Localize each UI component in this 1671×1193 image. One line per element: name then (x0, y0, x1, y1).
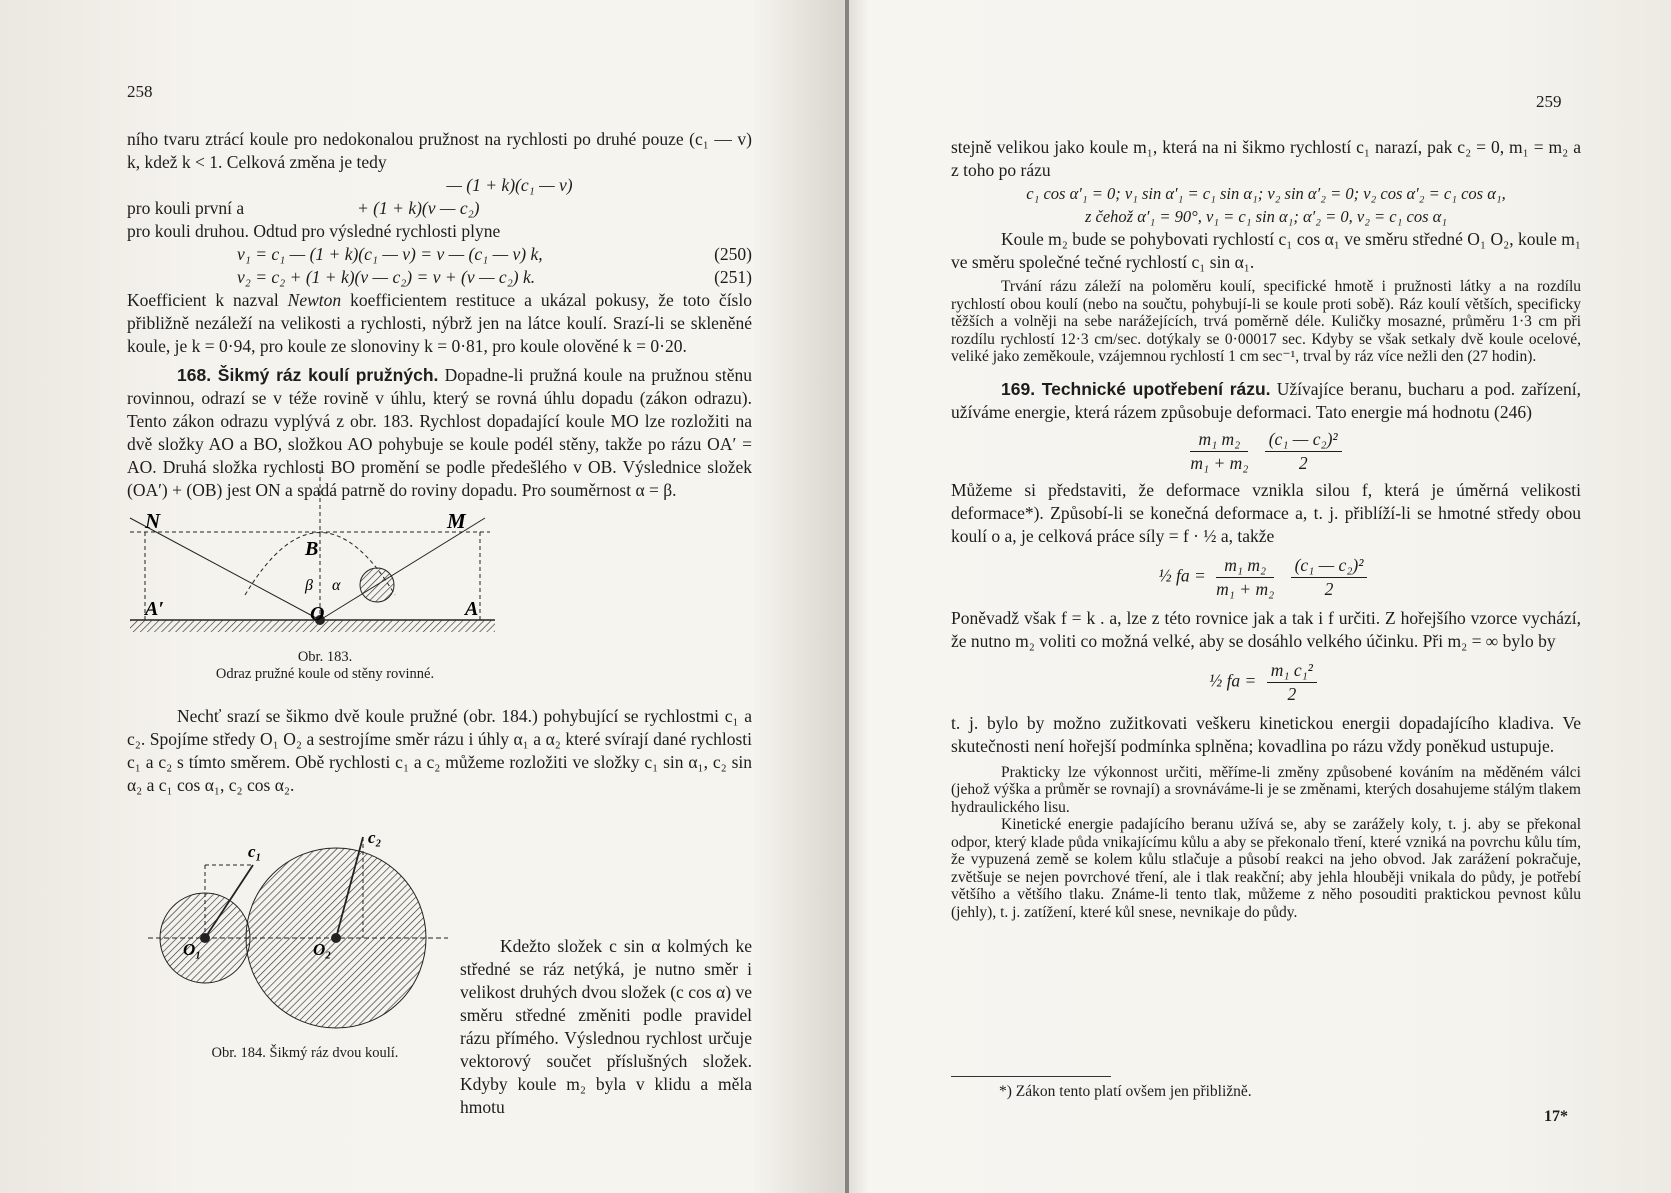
fraction: $\frac{\text{m₁ c₁²}}{2}$ (1267, 659, 1317, 706)
paragraph: Poněvadž však f = k . a, lze z této rovnice jak a tak i f určiti. Z hořejšího vzorce vychází, že nutno m₂ voliti co možná velké, aby se dosáhlo velkého účinku. Při m₂ = ∞ bylo by (951, 607, 1581, 651)
fig184-label-O1: O₁ (183, 940, 202, 959)
equation-number: (251) (714, 267, 752, 287)
fig183-label-N: N (145, 509, 161, 533)
equation-251 (127, 266, 752, 289)
paragraph: ního tvaru ztrácí koule pro nedokonalou pružnost na rychlosti po druhé pouze (c₁ — v) k, kdež k < 1. Celková změna je tedy (127, 129, 752, 172)
paragraph: 168. Šikmý ráz koulí pružných. Dopadne-li pružná koule na pružnou stěnu rovinnou, odrazí se v téže rovině v úhlu, který se rovná úhlu dopadu (zákon odrazu). Tento zákon odrazu vyplývá z obr. 183. Rychlost dopadající koule MO lze rozložiti na dvě složky AO a BO, složkou AO pohybuje se koule podél stěny, takže po rázu OA′ = AO. Druhá složka rychlosti BO promění se podle předešlého v OB. Výslednice složek (OA′) + (OB) jest ON a spadá patrně do roviny dopadu. Pro souměrnost α = β. (127, 365, 752, 500)
equation-number: (250) (714, 244, 752, 264)
paragraph: Koule m₂ bude se pohybovati rychlostí c₁ cos α₁ ve směru středné O₁ O₂, koule m₁ ve směru společné tečné rychlostí c₁ sin α₁. (951, 229, 1581, 272)
equation: v₂ = c₂ + (1 + k)(v — c₂) = v + (v — c₂) k. (237, 267, 536, 287)
energy-formula (951, 428, 1581, 475)
left-page-body (127, 128, 752, 502)
paragraph: stejně velikou jako koule m₁, která na ni šikmo rychlostí c₁ narazí, pak c₂ = 0, m₁ = m₂ a z toho po rázu (951, 137, 1581, 180)
paragraph: Nechť srazí se šikmo dvě koule pružné (obr. 184.) pohybující se rychlostmi c₁ a c₂. Spojíme středy O₁ O₂ a sestrojíme směr rázu i úhly α₁ a α₂ které svírají dané rychlosti c₁ a c₂ s tímto směrem. Obě rychlosti c₁ a c₂ můžeme rozložiti ve složky c₁ sin α₁, c₂ sin α₂ a c₁ cos α₁, c₂ cos α₂. (127, 706, 752, 795)
footnote: *) Zákon tento platí ovšem jen přibližně. (999, 1083, 1252, 1100)
small-print-paragraph: Prakticky lze výkonnost určiti, měříme-li změny způsobené kováním na měděném válci (jehož výška a průměr se rovnají) a srovnáváme-li je se změnami, kterých dosahujeme stálým tlakem hydraulického lisu. (951, 763, 1581, 816)
fraction: $\frac{\text{m₁ m₂}}{\text{m₁ + m₂}}$ (1216, 554, 1275, 599)
small-print-paragraph: Trvání rázu záleží na poloměru koulí, specifické hmotě i pružnosti látky a na rozdílu rychlostí obou koulí (nebo na součtu, pohybují-li se koule proti sobě). Ráz koulí větších, specificky těžších a volněji na sebe narážejících, trvá poměrně déle. Kuličky mosazné, průměru 1·3 cm při rozdílu rychlostí 12·3 cm/sec. dotýkaly se 0·00017 sec. Kdyby se však setkaly dvě koule ocelové, veliké jako zeměkoule, vzájemnou rychlostí 1 cm sec⁻¹, trval by ráz více nežli den (27 hodin). (951, 278, 1581, 365)
fig183-label-A: A (465, 598, 479, 620)
left-page-body-3 (460, 935, 752, 1119)
equation-250 (127, 243, 752, 266)
equation: z čehož α′₁ = 90°, v₁ = c₁ sin α₁; α′₂ = 0, v₂ = c₁ cos α₁ (1084, 207, 1448, 226)
fig183-label-O: O (310, 603, 325, 625)
left-page-body-2 (127, 705, 752, 797)
signature-mark: 17* (1544, 1108, 1568, 1125)
fig183-label-alpha: α (332, 577, 341, 594)
small-print-paragraph: Kinetické energie padajícího beranu užívá se, aby se zarážely koly, t. j. aby se překonal odpor, který klade půda vnikajícímu kůlu a aby se překonalo tření, které vzniká na povrchu kůlu tím, že vypuzená země se kolem kůlu stlačuje a působí reakci na jeho obvod. Jak zarážení pokračuje, zvětšuje se nejen povrchové tření, ale i tlak reakční; aby jehla hlouběji vnikala do půdy, je potřebí většího a většího tlaku. Známe-li tento tlak, můžeme z něho posouditi praktickou pevnost kůlu (jehly), t. j. zatížení, které kůl snese, nevnikaje do půdy. (951, 816, 1581, 921)
work-formula: ½ fa = $\frac{\text{m₁ m₂}}{\text{m₁ + m₂}}$ $\frac{\text{(c₁ — c₂)²}}{2}$ (951, 554, 1581, 601)
footnote-rule (951, 1076, 1111, 1077)
fig183-label-beta: β (305, 577, 313, 594)
paragraph: Kdežto složek c sin α kolmých ke středné se ráz netýká, je nutno směr i velikost druhých dvou složek (c cos α) ve směru středné změniti podle pravidel rázu přímého. Výslednou rychlost určuje vektorový součet příslušných složek. Kdyby koule m₂ byla v klidu a měla hmotu (460, 936, 752, 1117)
paragraph: pro kouli druhou. Odtud pro výsledné rychlosti plyne (127, 221, 501, 241)
section-heading: 169. Technické upotřebení rázu. (1001, 378, 1271, 399)
right-page (849, 0, 1671, 1193)
page-number-right: 259 (1536, 92, 1562, 111)
figure-183 (125, 470, 500, 645)
equation-row (127, 197, 752, 220)
equation: + (1 + k)(v — c₂) (357, 198, 480, 218)
equation-label: pro kouli první a (127, 198, 245, 218)
fraction: $\frac{\text{m₁ m₂}}{\text{m₁ + m₂}}$ (1190, 428, 1249, 473)
equation: — (1 + k)(c₁ — v) (446, 175, 573, 195)
fraction: $\frac{\text{(c₁ — c₂)²}}{2}$ (1265, 428, 1342, 475)
kinetic-formula: ½ fa = $\frac{\text{m₁ c₁²}}{2}$ (951, 659, 1581, 706)
fig184-label-O2: O₂ (313, 940, 332, 959)
figure-184 (148, 825, 468, 1040)
fig184-label-c2: c₂ (368, 828, 382, 847)
figure-184-caption: Obr. 184. Šikmý ráz dvou koulí. (211, 1045, 399, 1061)
fraction: $\frac{\text{(c₁ — c₂)²}}{2}$ (1291, 554, 1368, 601)
section-heading: 168. Šikmý ráz koulí pružných. (177, 365, 439, 385)
figure-183-caption: Obr. 183. Odraz pružné koule od stěny rovinné. (215, 649, 435, 682)
equation: v₁ = c₁ — (1 + k)(c₁ — v) = v — (c₁ — v) k, (237, 244, 543, 264)
paragraph: t. j. bylo by možno zužitkovati veškeru kinetickou energii dopadajícího kladiva. Ve skutečnosti není hořejší podmínka splněna; kovadlina po rázu vždy poněkud ustupuje. (951, 712, 1581, 756)
fig183-label-A-prime: A′ (145, 598, 164, 620)
equation: c₁ cos α′₁ = 0; v₁ sin α′₁ = c₁ sin α₁; v₂ sin α′₂ = 0; v₂ cos α′₂ = c₁ cos α₁, (1026, 184, 1506, 203)
fig184-label-c1: c₁ (248, 842, 262, 861)
fig183-label-M: M (447, 509, 466, 533)
paragraph: Můžeme si představiti, že deformace vznikla silou f, která je úměrná velikosti deformace*). Způsobí-li se konečná deformace a, t. j. přiblíží-li se hmotné středy obou koulí o a, je celková práce síly = f · ½ a, takže (951, 479, 1581, 546)
paragraph: Koefficient k nazval Newton koefficientem restituce a ukázal pokusy, že toto číslo přibližně nezáleží na velikosti a rychlosti, nýbrž jen na látce koulí. Srazí-li se skleněné koule, je k = 0·94, pro koule ze slonoviny k = 0·81, pro koule olověné k = 0·20. (127, 290, 752, 356)
page-number-left: 258 (127, 82, 153, 101)
right-page-body (951, 136, 1581, 921)
paragraph: 169. Technické upotřebení rázu. Užívajíce beranu, bucharu a pod. zařízení, užíváme energie, která rázem způsobuje deformaci. Tato energie má hodnotu (246) (951, 378, 1581, 422)
author-name: Newton (287, 290, 342, 310)
fig183-label-B: B (305, 538, 319, 560)
